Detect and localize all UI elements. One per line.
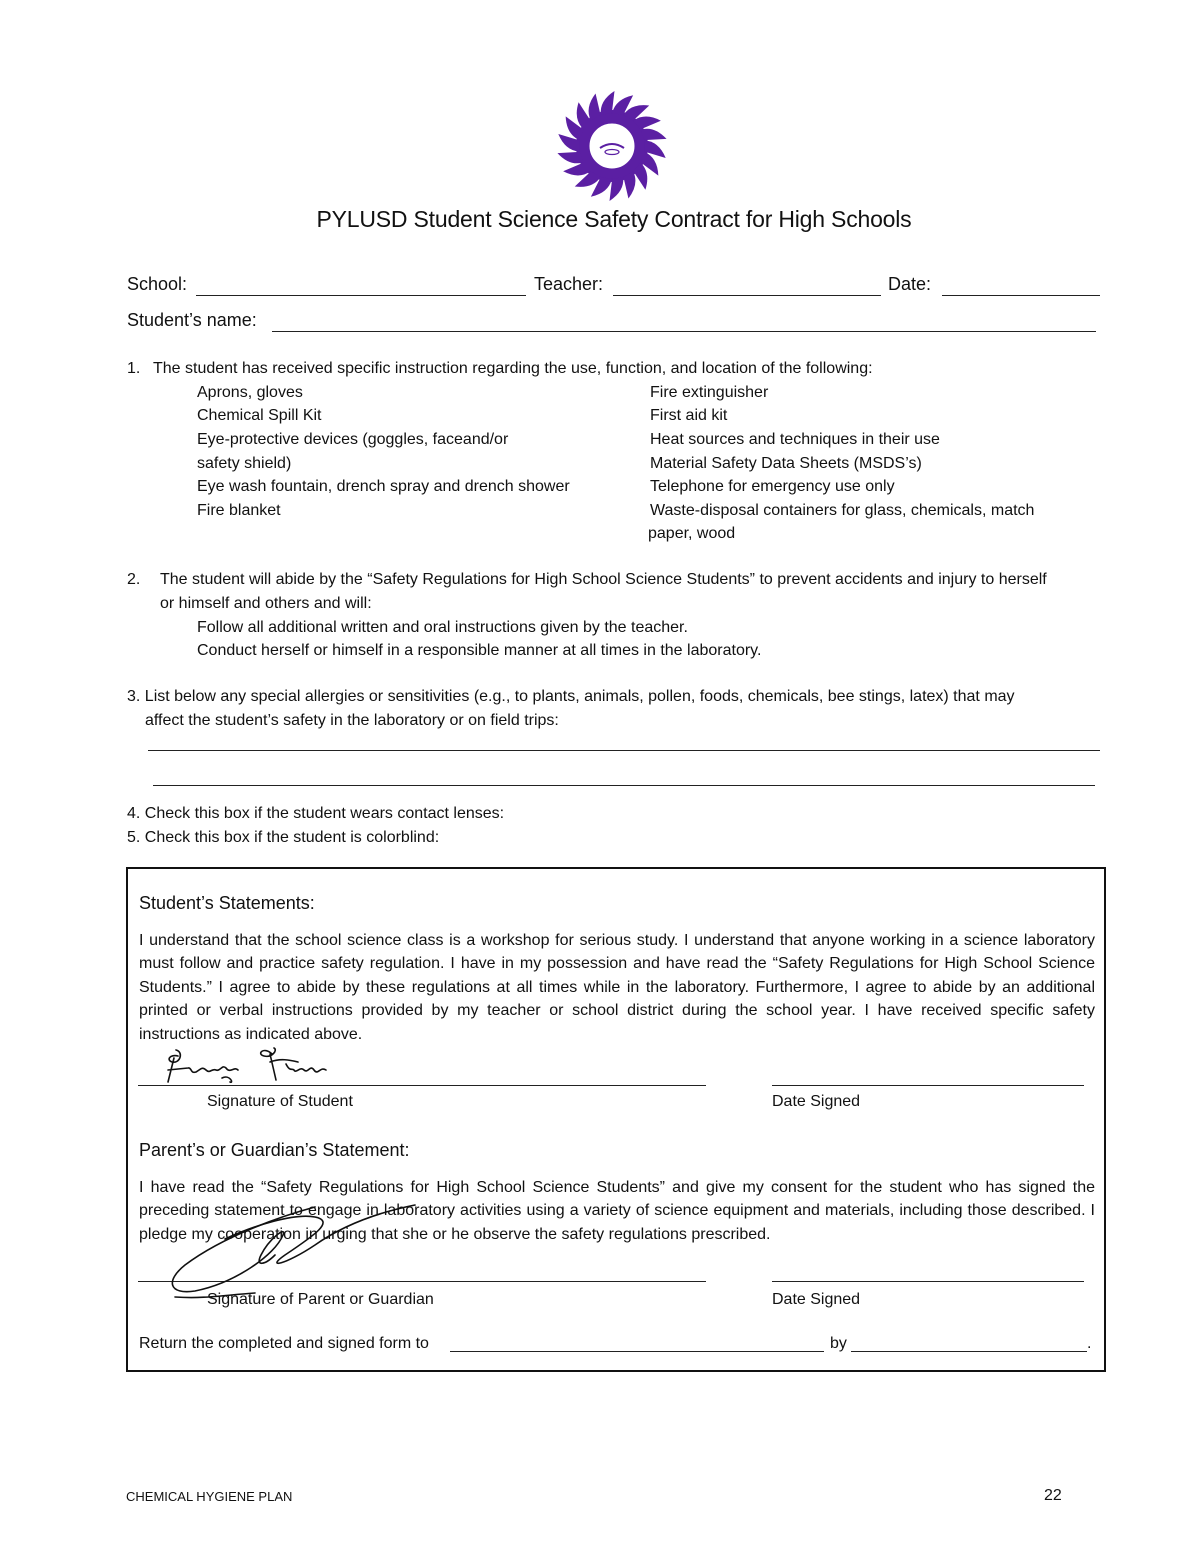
page-title: PYLUSD Student Science Safety Contract for High Schools: [316, 206, 912, 232]
allergies-field-line-2[interactable]: [153, 785, 1095, 786]
section1-intro: The student has received specific instruction regarding the use, function, and location of the following:: [153, 360, 873, 377]
date-field[interactable]: [942, 295, 1100, 296]
list-item: Fire extinguisher: [650, 384, 769, 401]
return-by-label: by: [830, 1335, 847, 1352]
school-field[interactable]: [196, 295, 526, 296]
section1-number: 1.: [127, 360, 141, 377]
district-logo: [556, 90, 668, 202]
return-by-field[interactable]: [851, 1351, 1087, 1352]
student-statement-heading: Student’s Statements:: [139, 893, 315, 913]
list-item: Fire blanket: [197, 502, 281, 519]
section2-line2: or himself and others and will:: [160, 595, 372, 612]
page-number: 22: [1044, 1487, 1062, 1504]
student-name-field[interactable]: [272, 331, 1096, 332]
section2-line1: The student will abide by the “Safety Regulations for High School Science Students” to prevent accidents and injury to herself: [160, 571, 1047, 588]
section2-sub2: Conduct herself or himself in a responsible manner at all times in the laboratory.: [197, 642, 762, 659]
list-item: Aprons, gloves: [197, 384, 303, 401]
student-name-label: Student’s name:: [127, 310, 257, 330]
list-item: paper, wood: [648, 525, 736, 542]
teacher-label: Teacher:: [534, 274, 604, 294]
parent-statement-body: I have read the “Safety Regulations for High School Science Students” and give my consent for the student who has signed the preceding statement to engage in laboratory activities using a variety of science equipment and materials, including those described. I pledge my cooperation in urging that she or he observe the safety regulations prescribed.: [139, 1179, 1095, 1243]
return-end-period: .: [1087, 1335, 1092, 1352]
section2-sub1: Follow all additional written and oral instructions given by the teacher.: [197, 619, 688, 636]
student-date-label: Date Signed: [772, 1093, 861, 1110]
list-item: Chemical Spill Kit: [197, 407, 322, 424]
parent-date-line[interactable]: [772, 1281, 1084, 1282]
sun-ray: [641, 129, 667, 140]
date-label: Date:: [888, 274, 932, 294]
student-signature-label: Signature of Student: [207, 1093, 353, 1110]
list-item: Material Safety Data Sheets (MSDS’s): [650, 455, 922, 472]
parent-date-label: Date Signed: [772, 1291, 861, 1308]
list-item: Waste-disposal containers for glass, chemicals, match: [650, 502, 1035, 519]
school-label: School:: [127, 274, 188, 294]
list-item: Heat sources and techniques in their use: [650, 431, 940, 448]
sun-ray: [557, 152, 583, 163]
student-signature: [160, 1044, 360, 1090]
list-item: First aid kit: [650, 407, 728, 424]
student-date-line[interactable]: [772, 1085, 1084, 1086]
parent-statement-heading: Parent’s or Guardian’s Statement:: [139, 1140, 410, 1160]
list-item: Telephone for emergency use only: [650, 478, 895, 495]
section3-line1: 3. List below any special allergies or sensitivities (e.g., to plants, animals, pollen, foods, chemicals, bee stings, latex) that may: [127, 688, 1015, 705]
footer-title: CHEMICAL HYGIENE PLAN: [126, 1489, 293, 1504]
colorblind-check[interactable]: 5. Check this box if the student is colorblind:: [127, 829, 440, 846]
section3-line2: affect the student’s safety in the laboratory or on field trips:: [145, 712, 559, 729]
list-item: Eye wash fountain, drench spray and drench shower: [197, 478, 570, 495]
parent-signature: [165, 1195, 425, 1305]
return-to-field[interactable]: [450, 1351, 824, 1352]
teacher-field[interactable]: [613, 295, 881, 296]
parent-signature-label: Signature of Parent or Guardian: [207, 1291, 434, 1308]
student-statement-body: I understand that the school science class is a workshop for serious study. I understand that anyone working in a science laboratory must follow and practice safety regulation. I have in my possession and have read the “Safety Regulations for High School Science Students.” I agree to abide by these regulations at all times while in the laboratory. Furthermore, I agree to abide by an additional printed or verbal instructions provided by my teacher or school district during the school year. I have received specific safety instructions as indicated above.: [139, 932, 1095, 1043]
return-form-label: Return the completed and signed form to: [139, 1335, 429, 1352]
contact-lenses-check[interactable]: 4. Check this box if the student wears contact lenses:: [127, 805, 505, 822]
section2-number: 2.: [127, 571, 141, 588]
list-item: Eye-protective devices (goggles, faceand/or: [197, 431, 509, 448]
sun-logo-icon: [556, 90, 668, 202]
student-signature-line[interactable]: [138, 1085, 706, 1086]
allergies-field-line-1[interactable]: [148, 750, 1100, 751]
list-item: safety shield): [197, 455, 292, 472]
